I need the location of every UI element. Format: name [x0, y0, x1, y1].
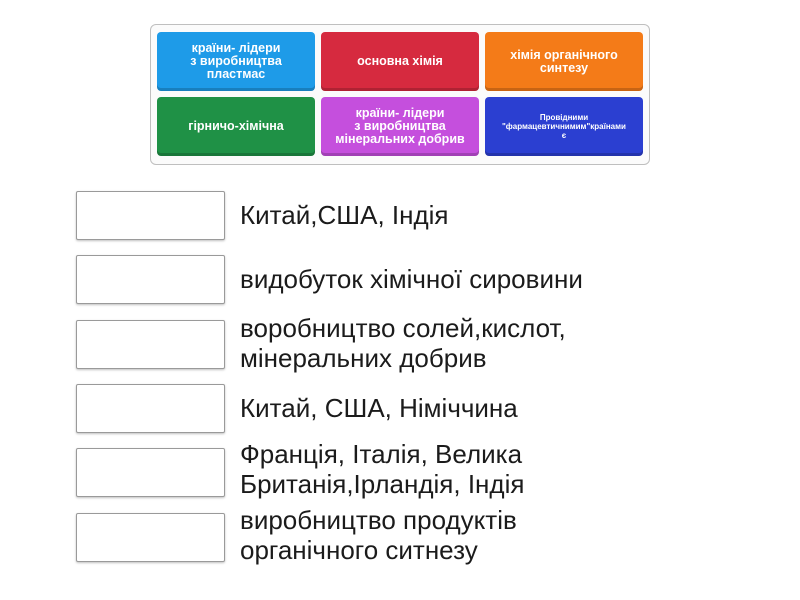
tile-text: гірничо-хімічна — [188, 119, 284, 133]
drop-zone[interactable] — [76, 513, 225, 562]
row-label: воробництво солей,кислот, мінеральних добрив — [240, 313, 566, 373]
row-label: Франція, Італія, Велика Британія,Ірландія, Індія — [240, 439, 525, 499]
answer-tile[interactable] — [485, 97, 643, 156]
answer-tile[interactable] — [321, 32, 479, 91]
match-row — [76, 191, 716, 243]
row-label: Китай, США, Німіччина — [240, 393, 518, 423]
match-row — [76, 439, 716, 500]
answer-tile[interactable] — [157, 97, 315, 156]
match-row — [76, 505, 716, 565]
tile-text: хімія органічного синтезу — [510, 47, 618, 75]
drop-zone[interactable] — [76, 255, 225, 304]
tile-text: основна хімія — [357, 54, 443, 68]
match-row — [76, 384, 716, 436]
drop-zone[interactable] — [76, 448, 225, 497]
answer-tile[interactable] — [321, 97, 479, 156]
drop-zone[interactable] — [76, 191, 225, 240]
drop-zone[interactable] — [76, 384, 225, 433]
row-label: видобуток хімічної сировини — [240, 264, 583, 294]
tile-text: країни- лідери з виробництва мінеральних добрив — [335, 106, 465, 146]
tile-text: країни- лідери з виробництва пластмас — [190, 41, 282, 81]
row-label: виробництво продуктів органічного ситнезу — [240, 505, 517, 565]
answer-tiles-tray — [150, 24, 650, 165]
match-row — [76, 313, 716, 373]
row-label: Китай,США, Індія — [240, 200, 449, 230]
tile-text: Провідними "фармацевтичнимим"країнами є — [502, 113, 626, 140]
match-row — [76, 255, 716, 307]
answer-tile[interactable] — [485, 32, 643, 91]
answer-tile[interactable] — [157, 32, 315, 91]
drop-zone[interactable] — [76, 320, 225, 369]
